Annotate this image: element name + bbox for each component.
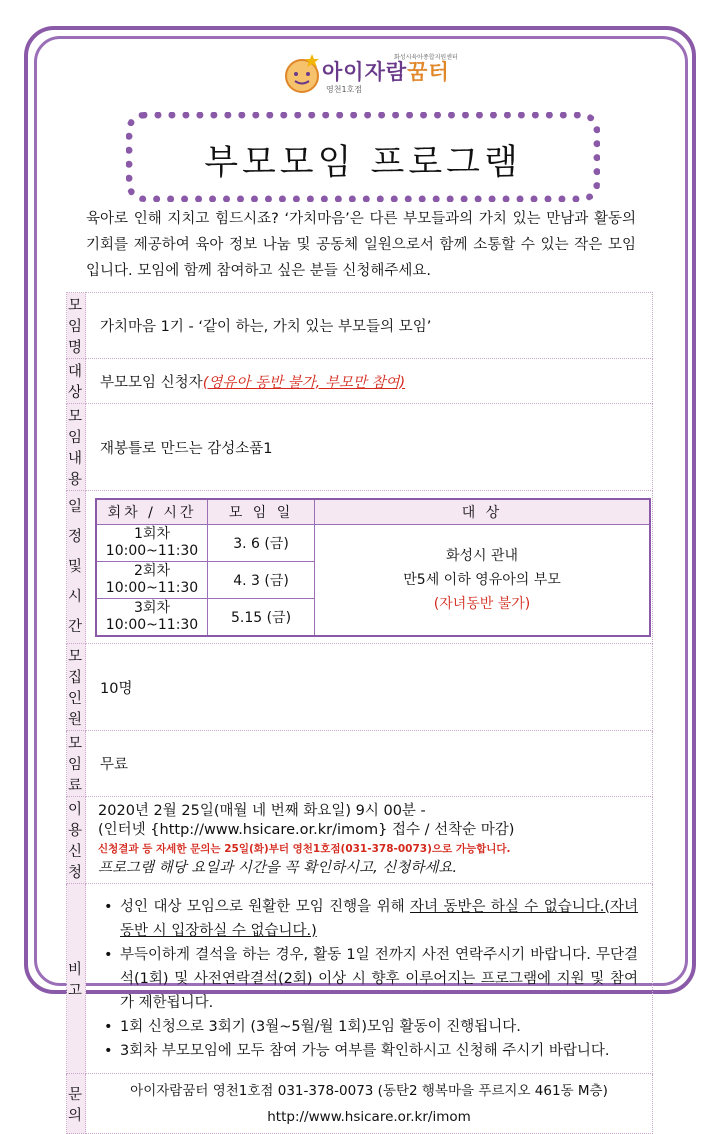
session-time: 10:00~11:30 [105, 579, 199, 596]
logo-wordmark: 아이자람꿈터 [322, 60, 450, 84]
session-round: 1회차 [134, 525, 170, 542]
schedule-date: 5.15 (금) [208, 598, 315, 636]
schedule-header-target: 대 상 [315, 499, 651, 525]
label-schedule [67, 491, 86, 644]
program-table [66, 292, 653, 1134]
label-fee: 모 임 료 [67, 731, 86, 797]
bullet-icon: • [104, 946, 113, 963]
note-text: 부득이하게 결석을 하는 경우, 활동 1일 전까지 사전 연락주시기 바랍니다. 무단결석(1회) 및 사전연락결석(2회) 이상 시 향후 이루어지는 프로그램에 지원 및 참여가 제한됩니다. [120, 946, 639, 1011]
schedule-date: 3. 6 (금) [208, 524, 315, 561]
row-target [67, 359, 653, 404]
schedule-date: 4. 3 (금) [208, 561, 315, 598]
label-notes: 비 고 [67, 884, 86, 1074]
value-fee: 무료 [86, 731, 653, 797]
label-content: 모임내용 [67, 404, 86, 491]
page-title: 부모모임 프로그램 [204, 143, 522, 183]
apply-method: (인터넷 {http://www.hsicare.or.kr/imom} 접수 / 선착순 마감) [98, 822, 515, 838]
row-capacity [67, 644, 653, 731]
intro-paragraph: 육아로 인해 지치고 힘드시죠? ‘가치마음’은 다른 부모들과의 가치 있는 만남과 활동의 기회를 제공하여 육아 정보 나눔 및 공동체 일원으로서 함께 소통할 수 있는 작은 모임입니다. 모임에 함께 참여하고 싶은 분들 신청해주세요. [86, 211, 636, 279]
session-round: 2회차 [134, 562, 170, 579]
label-schedule-1: 일 정 [68, 499, 85, 545]
schedule-row [96, 524, 650, 561]
session-time: 10:00~11:30 [105, 616, 199, 633]
note-item [100, 943, 638, 1015]
schedule-round [96, 524, 208, 561]
row-apply [67, 797, 653, 884]
label-apply: 이용신청 [67, 797, 86, 884]
contact-url[interactable]: http://www.hsicare.or.kr/imom [267, 1108, 471, 1125]
label-target: 대 상 [67, 359, 86, 404]
schedule-round [96, 598, 208, 636]
value-content: 재봉틀로 만드는 감성소품1 [86, 404, 653, 491]
target-region: 화성시 관내 [445, 547, 519, 564]
schedule-target [315, 524, 651, 636]
row-fee [67, 731, 653, 797]
row-name [67, 293, 653, 359]
session-round: 3회차 [134, 599, 170, 616]
value-apply [86, 797, 653, 884]
logo-branch: 영천1호점 [326, 85, 363, 94]
note-underlined: 자녀 동반은 하실 수 없습니다.(자녀 동반 시 입장하실 수 없습니다.) [120, 898, 639, 939]
label-schedule-3: 시 간 [68, 589, 85, 635]
schedule-header-date: 모 임 일 [208, 499, 315, 525]
label-schedule-2: 및 [68, 559, 85, 575]
target-note: (영유아 동반 불가, 부모만 참여) [202, 374, 406, 391]
row-content [67, 404, 653, 491]
schedule-header-round: 회차 / 시간 [96, 499, 208, 525]
title-box [126, 112, 600, 202]
value-capacity: 10명 [86, 644, 653, 731]
note-text: 1회 신청으로 3회기 (3월~5월/월 1회)모임 활동이 진행됩니다. [120, 1018, 521, 1035]
value-schedule [86, 491, 653, 644]
target-no-children: (자녀동반 불가) [433, 595, 531, 612]
row-notes [67, 884, 653, 1074]
contact-address: 아이자람꿈터 영천1호점 031-378-0073 (동탄2 행복마을 푸르지오 461동 M층) [130, 1082, 608, 1099]
note-item [100, 895, 638, 943]
schedule-round [96, 561, 208, 598]
apply-reminder: 프로그램 해당 요일과 시간을 꼭 확인하시고, 신청하세요. [98, 860, 458, 876]
label-contact: 문 의 [67, 1074, 86, 1134]
note-text: 성인 대상 모임으로 원활한 모임 진행을 위해 [120, 898, 411, 915]
notes-list [100, 895, 638, 1063]
schedule-header [96, 499, 650, 525]
apply-date: 2020년 2월 25일(매월 네 번째 화요일) 9시 00분 - [98, 803, 426, 819]
note-item [100, 1039, 638, 1063]
bullet-icon: • [104, 898, 113, 915]
label-capacity: 모집인원 [67, 644, 86, 731]
target-text: 부모모임 신청자 [100, 374, 203, 391]
logo-org: 화성시육아종합지원센터 [394, 54, 458, 61]
target-age: 만5세 이하 영유아의 부모 [403, 571, 561, 588]
session-time: 10:00~11:30 [105, 542, 199, 559]
value-target [86, 359, 653, 404]
label-name: 모 임 명 [67, 293, 86, 359]
note-text: 3회차 부모모임에 모두 참여 가능 여부를 확인하시고 신청해 주시기 바랍니다. [120, 1042, 610, 1059]
apply-inquiry: 신청결과 등 자세한 문의는 25일(화)부터 영천1호점(031-378-0073)으로 가능합니다. [98, 843, 511, 855]
bullet-icon: • [104, 1018, 113, 1035]
value-notes [86, 884, 653, 1074]
bullet-icon: • [104, 1042, 113, 1059]
note-item [100, 1015, 638, 1039]
row-contact [67, 1074, 653, 1134]
value-contact [86, 1074, 653, 1134]
schedule-table [95, 498, 651, 637]
child-face-logo-icon [282, 52, 322, 96]
row-schedule [67, 491, 653, 644]
value-name: 가치마음 1기 - ‘같이 하는, 가치 있는 부모들의 모임’ [86, 293, 653, 359]
logo [282, 50, 492, 100]
